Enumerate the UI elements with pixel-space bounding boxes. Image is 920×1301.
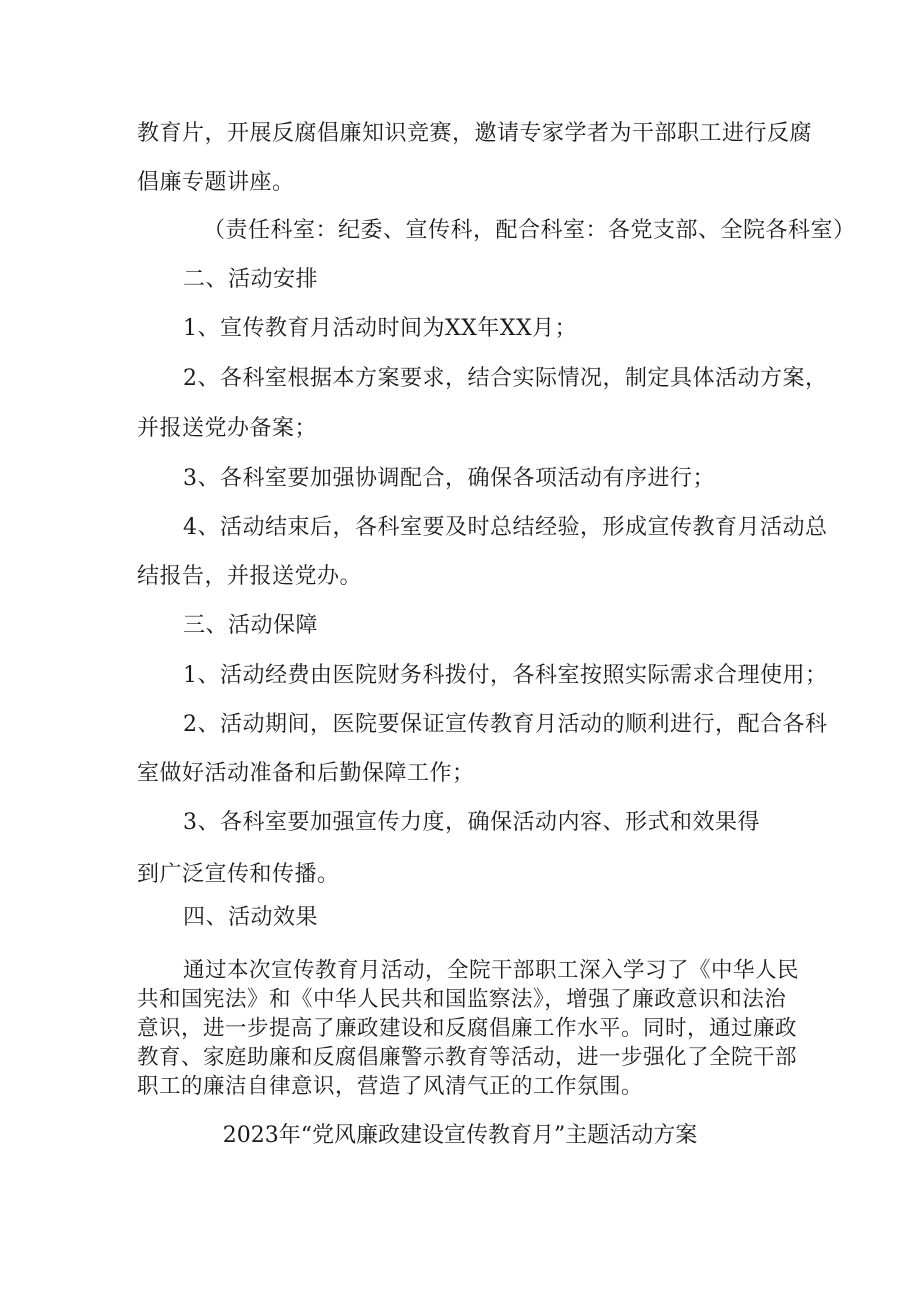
paragraph-line: 室做好活动准备和后勤保障工作； [137, 761, 475, 786]
paragraph-line: 教育片，开展反腐倡廉知识竞赛，邀请专家学者为干部职工进行反腐 [137, 121, 813, 146]
list-item: 1、宣传教育月活动时间为XX年XX月； [183, 316, 578, 341]
paragraph-line: 到广泛宣传和传播。 [137, 862, 340, 887]
paragraph-line: 倡廉专题讲座。 [137, 170, 295, 195]
list-item: 4、活动结束后，各科室要及时总结经验，形成宣传教育月活动总 [183, 515, 828, 540]
responsibility-note: （责任科室：纪委、宣传科，配合科室：各党支部、全院各科室） [203, 218, 856, 243]
paragraph-line: 教育、家庭助廉和反腐倡廉警示教育等活动，进一步强化了全院干部 [137, 1045, 798, 1070]
document-title: 2023年“党风廉政建设宣传教育月”主题活动方案 [222, 1123, 698, 1148]
paragraph-line: 并报送党办备案； [137, 416, 318, 441]
paragraph-line: 结报告，并报送党办。 [137, 564, 363, 589]
paragraph-line: 共和国宪法》和《中华人民共和国监察法》，增强了廉政意识和法治 [137, 987, 787, 1012]
list-item: 1、活动经费由医院财务科拨付，各科室按照实际需求合理使用； [183, 663, 828, 688]
paragraph-line: 通过本次宣传教育月活动，全院干部职工深入学习了《中华人民 [183, 958, 800, 983]
list-item: 2、各科室根据本方案要求，结合实际情况，制定具体活动方案， [183, 366, 828, 391]
list-item: 2、活动期间，医院要保证宣传教育月活动的顺利进行，配合各科 [183, 712, 828, 737]
list-item: 3、各科室要加强协调配合，确保各项活动有序进行； [183, 466, 715, 491]
section-heading: 三、活动保障 [183, 613, 319, 638]
paragraph-line: 意识，进一步提高了廉政建设和反腐倡廉工作水平。同时，通过廉政 [137, 1016, 798, 1041]
section-heading: 四、活动效果 [183, 905, 319, 930]
section-heading: 二、活动安排 [183, 267, 319, 292]
paragraph-line: 职工的廉洁自律意识，营造了风清气正的工作氛围。 [137, 1074, 644, 1099]
list-item: 3、各科室要加强宣传力度，确保活动内容、形式和效果得 [183, 810, 760, 835]
